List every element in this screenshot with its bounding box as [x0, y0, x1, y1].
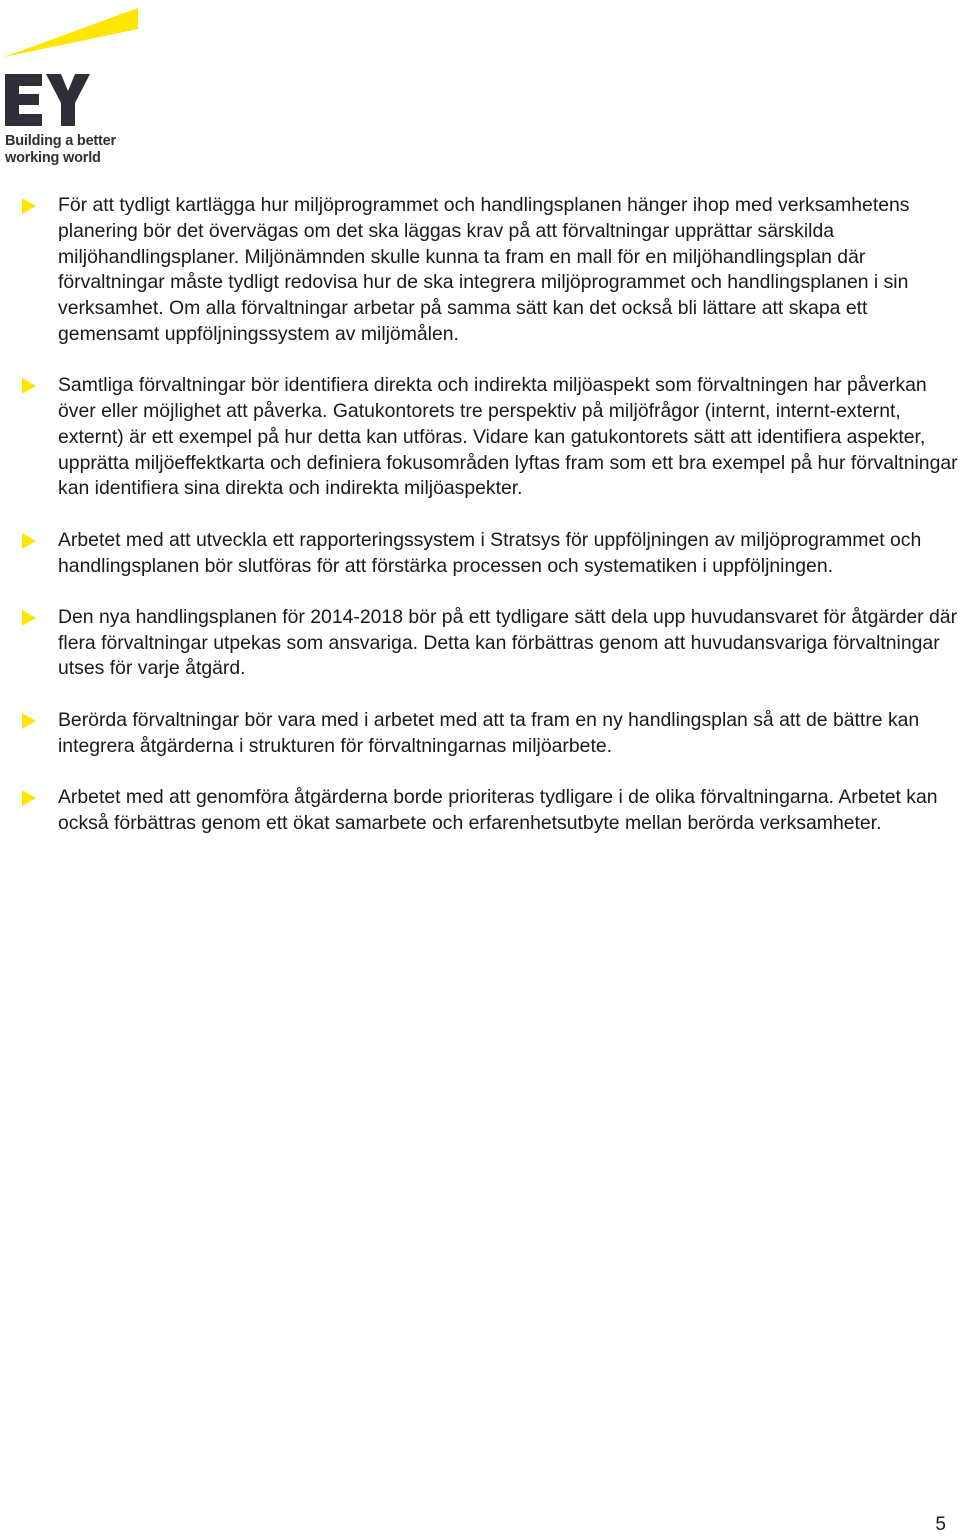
page-number: 5: [935, 1514, 946, 1535]
list-item: [22, 193, 960, 348]
list-item: [22, 528, 960, 580]
ey-tagline-line1: Building a better: [5, 133, 116, 149]
list-item-text: För att tydligt kartlägga hur miljöprogrammet och handlingsplanen hänger ihop med verksamhetens planering bör det övervägas om det ska läggas krav på att förvaltningar upprättar särskilda miljöhandlingsplaner. Miljönämnden skulle kunna ta fram en mall för en miljöhandlingsplan där förvaltningar måste tydligt redovisa hur de ska integrera miljöprogrammet och handlingsplanen i sin verksamhet. Om alla förvaltningar arbetar på samma sätt kan det också bli lättare att skapa ett gemensamt uppföljningssystem av miljömålen.: [58, 194, 910, 345]
list-item-text: Arbetet med att utveckla ett rapporteringssystem i Stratsys för uppföljningen av miljöprogrammet och handlingsplanen bör slutföras för att förstärka processen och systematiken i uppföljningen.: [58, 528, 922, 577]
list-item: [22, 605, 960, 682]
list-item-text: Arbetet med att genomföra åtgärderna borde prioriteras tydligare i de olika förvaltningarna. Arbetet kan också förbättras genom ett ökat samarbete och erfarenhetsutbyte mellan berörda verksamheter.: [58, 785, 938, 834]
yellow-triangle-bullet-icon: [22, 198, 36, 214]
ey-tagline: [5, 133, 116, 167]
list-item-text: Den nya handlingsplanen för 2014-2018 bör på ett tydligare sätt dela upp huvudansvaret för åtgärder där flera förvaltningar utpekas som ansvariga. Detta kan förbättras genom att huvudansvariga förvaltningar utses för varje åtgärd.: [58, 605, 958, 680]
list-item-text: Samtliga förvaltningar bör identifiera direkta och indirekta miljöaspekt som förvaltningen har påverkan över eller möjlighet att påverka. Gatukontorets tre perspektiv på miljöfrågor (internt, internt-externt, externt) är ett exempel på hur detta kan utföras. Vidare kan gatukontorets sätt att identifiera aspekter, upprätta miljöeffektkarta och definiera fokusområden lyftas fram som ett bra exempel på hur förvaltningar kan identifiera sina direkta och indirekta miljöaspekter.: [58, 374, 958, 500]
ey-logo: [2, 6, 142, 166]
ey-beam-icon: [4, 8, 138, 57]
list-item: [22, 708, 960, 760]
yellow-triangle-bullet-icon: [22, 610, 36, 626]
ey-letter-y: [46, 74, 90, 126]
yellow-triangle-bullet-icon: [22, 378, 36, 394]
list-item: [22, 785, 960, 837]
list-item-text: Berörda förvaltningar bör vara med i arbetet med att ta fram en ny handlingsplan så att de bättre kan integrera åtgärderna i strukturen för förvaltningarnas miljöarbete.: [58, 708, 920, 757]
recommendation-list: [22, 193, 960, 862]
list-item: [22, 373, 960, 502]
yellow-triangle-bullet-icon: [22, 713, 36, 729]
ey-tagline-line2: working world: [5, 150, 101, 166]
yellow-triangle-bullet-icon: [22, 533, 36, 549]
yellow-triangle-bullet-icon: [22, 790, 36, 806]
ey-logo-mark: [2, 6, 142, 131]
ey-letter-e: [5, 74, 42, 126]
